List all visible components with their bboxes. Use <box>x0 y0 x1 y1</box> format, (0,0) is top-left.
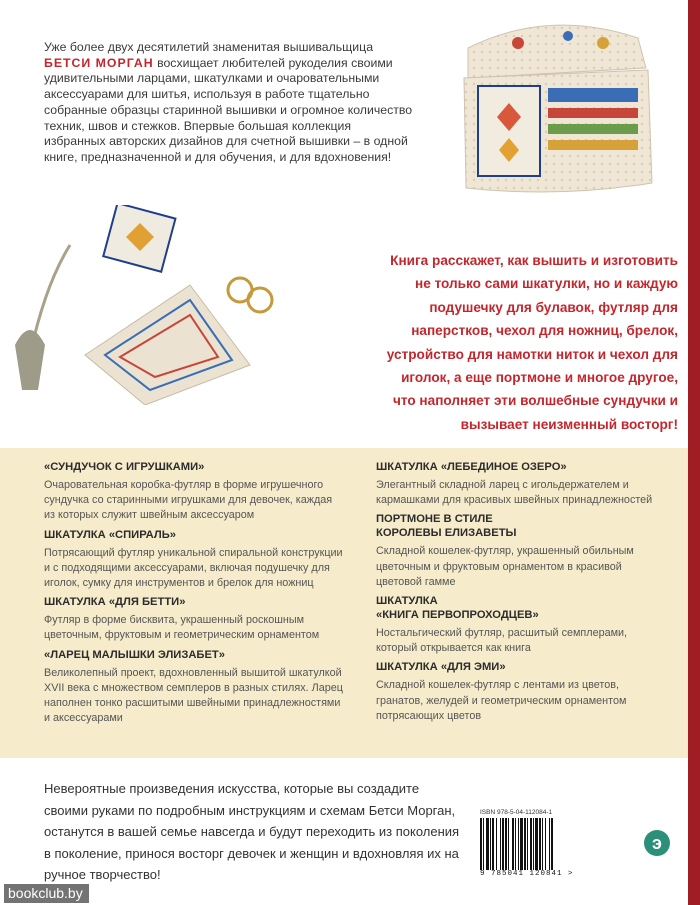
promo-line: Книга расскажет, как вышить и изготовить <box>390 253 678 268</box>
feature-description: Потрясающий футляр уникальной спиральной конструкции и с подходящими аксессуарами, включая подушечку для иголок, сумку для инструментов и брелок для ножниц <box>44 546 343 590</box>
embroidered-case-image <box>10 205 280 405</box>
feature-item <box>376 594 666 656</box>
feature-title: ШКАТУЛКА «ЛЕБЕДИНОЕ ОЗЕРО» <box>376 461 567 473</box>
promo-line: что наполняет эти волшебные сундучки и <box>392 393 678 409</box>
intro-text-start: Уже более двух десятилетий знаменитая вышивальщица <box>44 40 374 54</box>
features-right-column <box>376 460 666 728</box>
promo-line: наперстков, чехол для ножниц, брелок, <box>411 323 678 339</box>
intro-paragraph <box>44 40 414 166</box>
feature-description: Складной кошелек-футляр, украшенный обильным цветочным и фруктовым орнаментом в красивой цветовой гамме <box>376 545 634 588</box>
feature-title: ШКАТУЛКА «ДЛЯ БЕТТИ» <box>44 596 186 609</box>
feature-description: Очаровательная коробка-футляр в форме игрушечного сундучка со старинными игрушками для девочек, каждая из которых служит швейным аксессуаром <box>44 479 333 522</box>
feature-title: ПОРТМОНЕ В СТИЛЕ КОРОЛЕВЫ ЕЛИЗАВЕТЫ <box>376 513 517 540</box>
promo-line: иголок, а еще портмоне и многое другое, <box>401 370 678 386</box>
embroidered-box-image <box>438 8 663 198</box>
promo-line: не только сами шкатулки, но и каждую <box>415 276 678 292</box>
features-left-column <box>44 460 344 730</box>
feature-title: «ЛАРЕЦ МАЛЫШКИ ЭЛИЗАБЕТ» <box>44 648 225 661</box>
feature-description: Ностальгический футляр, расшитый семплерами, который открывается как книга <box>376 627 628 655</box>
isbn-text: ISBN 978-5-04-112084-1 <box>480 809 553 816</box>
feature-item <box>44 648 344 727</box>
promo-block <box>300 249 678 436</box>
feature-title: ШКАТУЛКА «СПИРАЛЬ» <box>44 528 177 541</box>
feature-title: «СУНДУЧОК С ИГРУШКАМИ» <box>44 461 205 473</box>
feature-item <box>376 660 666 724</box>
feature-title: ШКАТУЛКА «ДЛЯ ЭМИ» <box>376 661 506 674</box>
promo-line: устройство для намотки ниток и чехол для <box>386 346 678 362</box>
feature-description: Складной кошелек-футляр с лентами из цветов, гранатов, желудей и геометрическим орнаментом потрясающих цветов <box>376 679 627 722</box>
intro-text-end: восхищает любителей рукоделия своими удивительными ларцами, шкатулками и очаровательными аксессуарами для шитья, используя в работе тщательно собранные образцы старинной вышивки и огромное количество техник, швов и стежков. Впервые большая коллекция избранных авторских дизайнов для счетной вышивки – в одной книге, предназначенной и для обучения, и для вдохновения! <box>44 55 413 164</box>
feature-description: Футляр в форме бисквита, украшенный роскошным цветочным, фруктовым и геометрическим орнаментом <box>44 614 320 642</box>
barcode-bars <box>480 818 630 870</box>
feature-description: Великолепный проект, вдохновленный вышитой шкатулкой XVII века с множеством семплеров в разных стилях. Ларец наполнен тонко расшитыми швейными принадлежностями и аксессуарами <box>44 666 343 725</box>
watermark-text: bookclub.by <box>4 884 89 903</box>
features-panel <box>0 448 688 758</box>
publisher-logo-icon: э <box>644 830 670 856</box>
feature-title: ШКАТУЛКА «КНИГА ПЕРВОПРОХОДЦЕВ» <box>376 595 539 622</box>
author-name: БЕТСИ МОРГАН <box>44 55 154 70</box>
feature-description: Элегантный складной ларец с игольдержателем и кармашками для красивых швейных принадлежностей <box>376 479 653 507</box>
feature-item <box>376 512 666 590</box>
barcode <box>480 809 630 885</box>
spine-strip <box>688 0 700 905</box>
feature-item <box>44 528 344 592</box>
feature-item <box>44 595 344 643</box>
closing-paragraph: Невероятные произведения искусства, которые вы создадите своими руками по подробным инструкциям и схемам Бетси Морган, останутся в вашей семье навсегда и будут переходить из поколения в поколение, принося восторг девочек и женщин и вдохновляя их на ручное творчество! <box>44 781 460 883</box>
promo-line: подушечку для булавок, футляр для <box>429 299 678 315</box>
barcode-digits: 9 785041 120841 > <box>480 870 574 878</box>
barcode-bar <box>553 818 554 870</box>
feature-item <box>44 460 344 524</box>
promo-line: вызывает неизменный восторг! <box>460 416 678 432</box>
feature-item <box>376 460 666 508</box>
